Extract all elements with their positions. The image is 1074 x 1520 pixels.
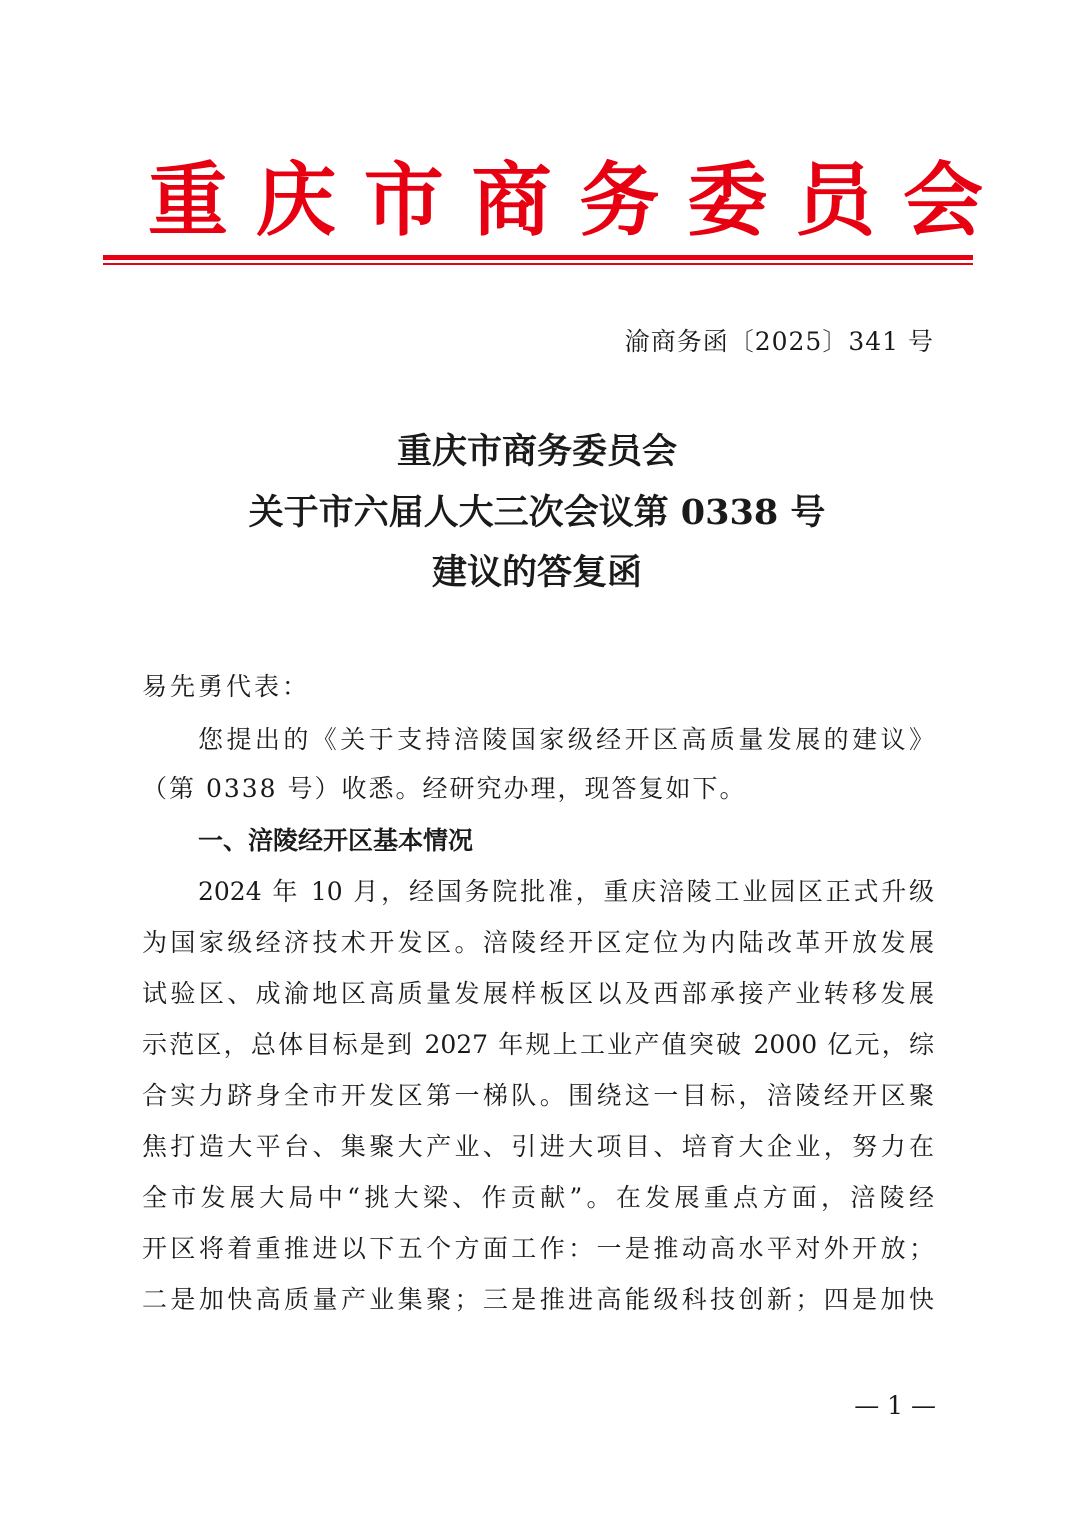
body-line: （第 0338 号）收悉。经研究办理，现答复如下。 <box>142 774 747 803</box>
letterhead-rule-thick <box>103 255 973 260</box>
document-title-line-3: 建议的答复函 <box>431 552 642 593</box>
body-line: 全市发展大局中“挑大梁、作贡献”。在发展重点方面，涪陵经 <box>142 1183 934 1212</box>
body-line: 试验区、成渝地区高质量发展样板区以及西部承接产业转移发展 <box>142 979 934 1008</box>
letterhead-rule-thin <box>103 263 973 265</box>
body-line: 二是加快高质量产业集聚；三是推进高能级科技创新；四是加快 <box>142 1285 934 1314</box>
body-line: 示范区，总体目标是到 2027 年规上工业产值突破 2000 亿元，综 <box>142 1030 934 1059</box>
body-line: 2024 年 10 月，经国务院批准，重庆涪陵工业园区正式升级 <box>198 877 934 906</box>
letterhead-org-title: 重 庆 市 商 务 委 员 会 <box>148 153 983 247</box>
section-heading-1: 一、涪陵经开区基本情况 <box>198 826 474 855</box>
salutation: 易先勇代表： <box>142 672 311 701</box>
document-title-line-1: 重庆市商务委员会 <box>396 431 677 472</box>
document-title-line-2: 关于市六届人大三次会议第 0338 号 <box>248 492 826 533</box>
page-number: — 1 — <box>854 1391 936 1420</box>
body-line: 为国家级经济技术开发区。涪陵经开区定位为内陆改革开放发展 <box>142 928 934 957</box>
body-line: 焦打造大平台、集聚大产业、引进大项目、培育大企业，努力在 <box>142 1132 934 1161</box>
body-line: 合实力跻身全市开发区第一梯队。围绕这一目标，涪陵经开区聚 <box>142 1081 934 1110</box>
body-line: 您提出的《关于支持涪陵国家级经开区高质量发展的建议》 <box>198 725 934 754</box>
body-line: 开区将着重推进以下五个方面工作：一是推动高水平对外开放； <box>142 1234 934 1263</box>
document-number: 渝商务函〔2025〕341 号 <box>624 327 934 356</box>
